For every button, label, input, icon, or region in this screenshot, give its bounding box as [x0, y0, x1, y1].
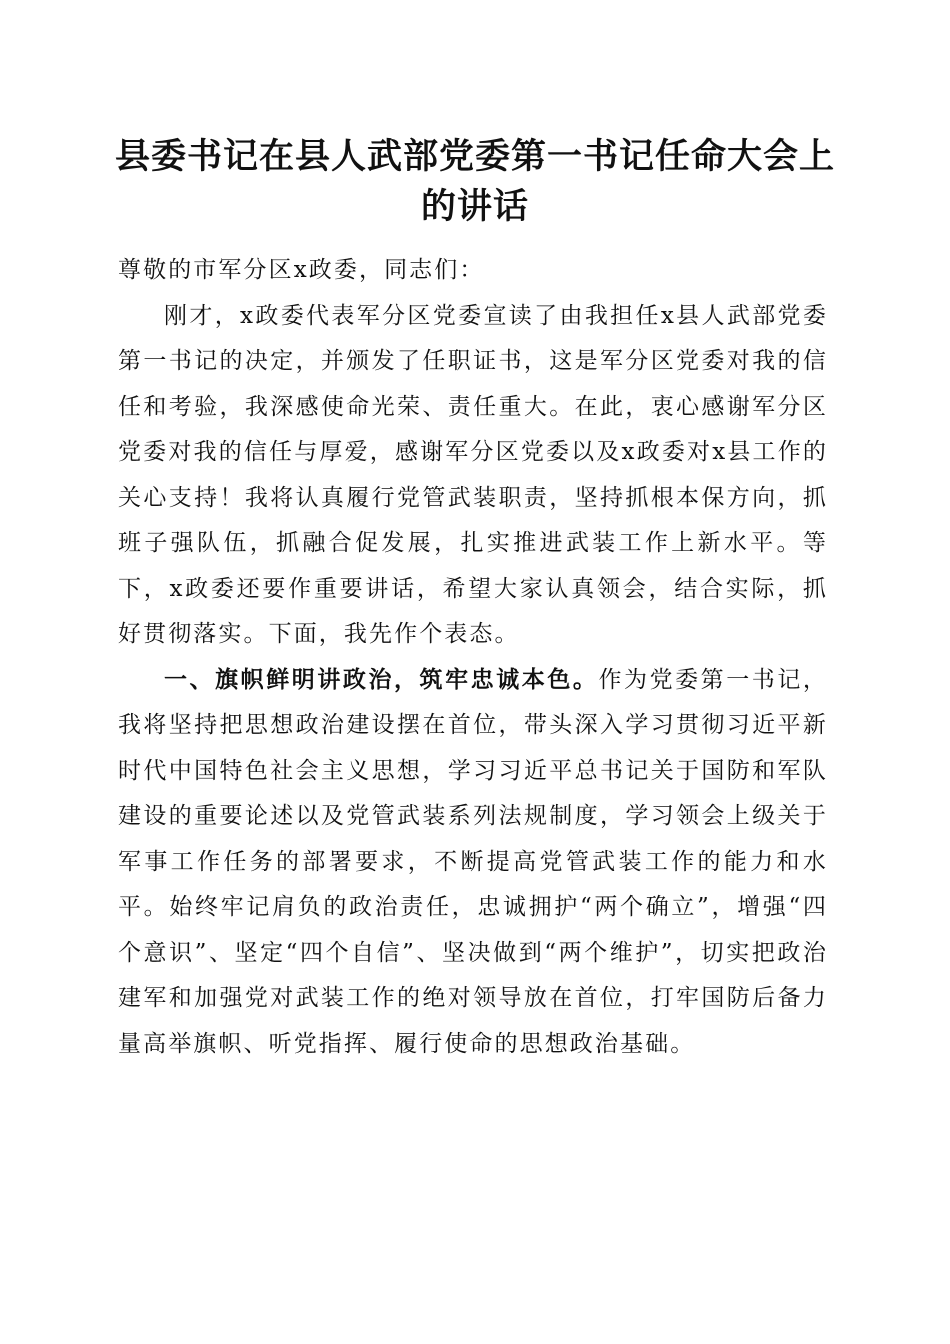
section-1-heading: 一、旗帜鲜明讲政治，筑牢忠诚本色。 — [164, 666, 599, 693]
document-title: 县委书记在县人武部党委第一书记任命大会上的讲话 — [114, 136, 835, 227]
document-body — [118, 248, 828, 1067]
paragraph-section-1 — [118, 658, 828, 1068]
salutation: 尊敬的市军分区x政委，同志们： — [118, 257, 485, 283]
paragraph-opening: 刚才，x政委代表军分区党委宣读了由我担任x县人武部党委第一书记的决定，并颁发了任职证书，这是军分区党委对我的信任和考验，我深感使命光荣、责任重大。在此，衷心感谢军分区党委对我的信任与厚爱，感谢军分区党委以及x政委对x县工作的关心支持！我将认真履行党管武装职责，坚持抓根本保方向，抓班子强队伍，抓融合促发展，扎实推进武装工作上新水平。等下，x政委还要作重要讲话，希望大家认真领会，结合实际，抓好贯彻落实。下面，我先作个表态。 — [118, 302, 828, 647]
section-1-body: 作为党委第一书记，我将坚持把思想政治建设摆在首位，带头深入学习贯彻习近平新时代中国特色社会主义思想，学习习近平总书记关于国防和军队建设的重要论述以及党管武装系列法规制度，学习领会上级关于军事工作任务的部署要求，不断提高党管武装工作的能力和水平。始终牢记肩负的政治责任，忠诚拥护“两个确立”，增强“四个意识”、坚定“四个自信”、坚决做到“两个维护”，切实把政治建军和加强党对武装工作的绝对领导放在首位，打牢国防后备力量高举旗帜、听党指挥、履行使命的思想政治基础。 — [118, 666, 828, 1057]
